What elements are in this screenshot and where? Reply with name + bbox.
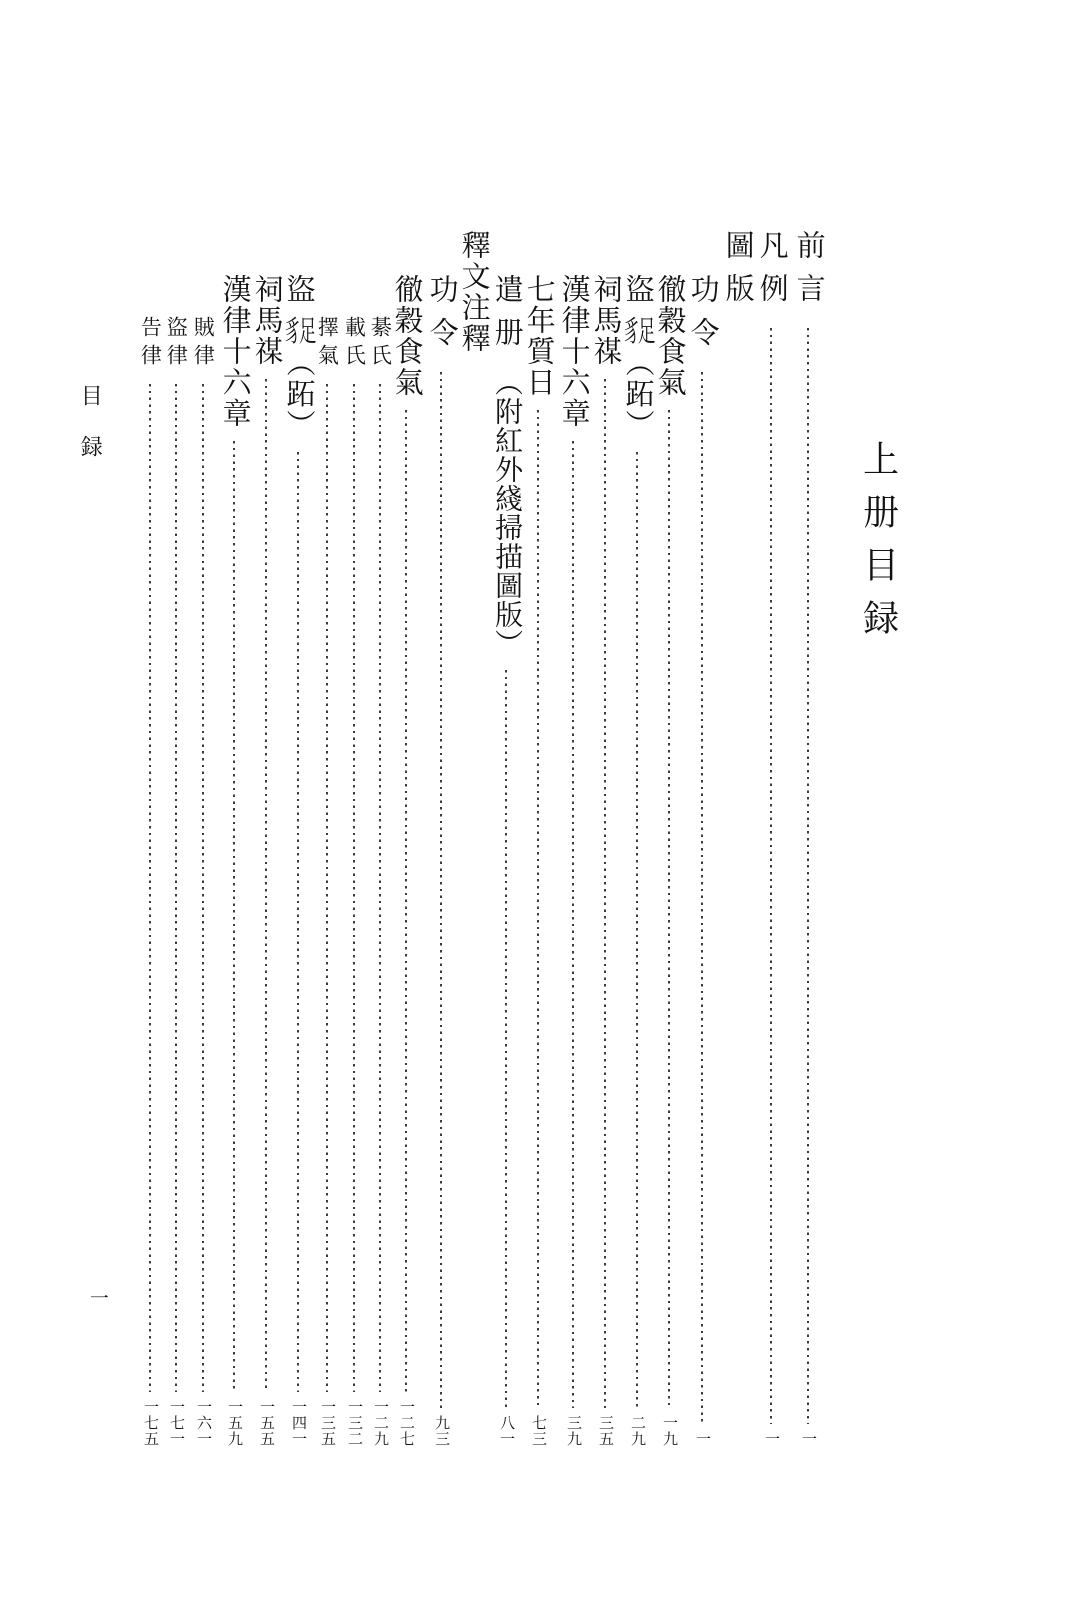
toc-entry-page: 一五五 <box>258 1399 275 1447</box>
toc-entry <box>389 274 423 1447</box>
toc-entry <box>424 274 458 1447</box>
toc-entry <box>163 316 189 1447</box>
title-annotation: （跖） <box>621 347 654 441</box>
toc-entry-title: 漢律十六章 <box>218 274 251 429</box>
dotted-leader <box>265 379 267 1392</box>
toc-entry-title: 漢律十六章 <box>557 274 590 429</box>
toc-entry-page: 一 <box>694 1431 711 1447</box>
dotted-leader <box>572 441 574 1408</box>
toc-entry-title: 擇氣 <box>315 316 340 372</box>
toc-entry-page: 一 <box>763 1431 780 1447</box>
folio-page-number: 一 <box>86 1288 108 1307</box>
toc-entry-title: 盜律 <box>164 316 189 372</box>
toc-entry-page: 一九 <box>661 1415 678 1447</box>
toc-entry-title: 徹穀食氣 <box>390 274 423 398</box>
running-header: 目録 <box>78 384 104 486</box>
toc-entry-page: 一七一 <box>168 1399 185 1447</box>
dotted-leader <box>505 670 507 1408</box>
title-annotation: （跖） <box>282 347 315 441</box>
toc-entry-title: 功令 <box>425 274 458 360</box>
toc-section-heading <box>456 230 490 354</box>
composed-variant-character: 豸足 <box>284 316 318 348</box>
toc-entry-page: 二九 <box>629 1415 646 1447</box>
dotted-leader <box>233 441 235 1392</box>
toc-entry <box>314 316 340 1447</box>
toc-entry-title: 七年質日 <box>522 274 555 398</box>
dotted-leader <box>770 328 772 1424</box>
toc-entry <box>556 274 590 1447</box>
toc-entry <box>489 274 523 1447</box>
toc-entry <box>791 230 825 1447</box>
toc-entry-title <box>621 274 657 441</box>
toc-entry-title: 功令 <box>686 274 719 360</box>
dotted-leader <box>405 410 407 1392</box>
toc-entry-page: 三五 <box>597 1415 614 1447</box>
dotted-leader <box>668 410 670 1408</box>
dotted-leader <box>379 384 381 1392</box>
toc-entry-title: 徹穀食氣 <box>653 274 686 398</box>
dotted-leader <box>537 410 539 1408</box>
toc-entry-page: 三九 <box>565 1415 582 1447</box>
toc-entry <box>754 230 788 1447</box>
toc-entry-title <box>282 274 318 441</box>
toc-entry-page: 七三 <box>530 1415 547 1447</box>
title-text: 盜 <box>621 274 654 305</box>
dotted-leader <box>604 379 606 1408</box>
toc-entry-page: 九三 <box>433 1415 450 1447</box>
dotted-leader <box>326 384 328 1392</box>
toc-entry <box>217 274 251 1447</box>
dotted-leader <box>636 452 638 1408</box>
dotted-leader <box>149 384 151 1392</box>
dotted-leader <box>353 384 355 1392</box>
toc-entry <box>588 274 622 1447</box>
composed-variant-character: 豸足 <box>623 316 657 348</box>
toc-entry-page: 一五九 <box>226 1399 243 1447</box>
toc-entry-title: 前言 <box>792 230 825 316</box>
toc-entry-page: 一七五 <box>142 1399 159 1447</box>
toc-entry <box>521 274 555 1447</box>
toc-entry <box>281 274 318 1447</box>
title-annotation: （附紅外綫掃描圖版） <box>491 368 523 658</box>
dotted-leader <box>701 372 703 1424</box>
dotted-leader <box>807 328 809 1424</box>
toc-entry-title: 祠馬禖 <box>589 274 622 367</box>
toc-entry-page: 一六一 <box>195 1399 212 1447</box>
toc-entry-page: 一四一 <box>290 1399 307 1447</box>
toc-section-heading <box>720 230 754 316</box>
title-text: 盜 <box>282 274 315 305</box>
toc-entry-title: 載氏 <box>342 316 367 372</box>
book-title: 上册目録 <box>858 440 899 652</box>
dotted-leader <box>440 372 442 1408</box>
toc-entry-title: 告律 <box>138 316 163 372</box>
toc-entry <box>190 316 216 1447</box>
toc-entry <box>341 316 367 1447</box>
toc-entry-title: 凡例 <box>755 230 788 316</box>
toc-entry-page: 一三五 <box>319 1399 336 1447</box>
dotted-leader <box>175 384 177 1392</box>
toc-entry-page: 一二七 <box>398 1399 415 1447</box>
dotted-leader <box>202 384 204 1392</box>
toc-entry-page: 八一 <box>498 1415 515 1447</box>
toc-entry <box>367 316 393 1447</box>
toc-entry <box>249 274 283 1447</box>
toc-entry <box>652 274 686 1447</box>
dotted-leader <box>297 452 299 1392</box>
toc-entry-page: 一 <box>800 1431 817 1447</box>
toc-entry-page: 一二九 <box>372 1399 389 1447</box>
toc-entry <box>685 274 719 1447</box>
toc-entry-title: 遣册 <box>490 274 523 360</box>
toc-entry-title: 賊律 <box>191 316 216 372</box>
toc-entry <box>137 316 163 1447</box>
toc-entry <box>620 274 657 1447</box>
toc-section-title: 圖版 <box>721 230 754 316</box>
toc-entry-page: 一三二 <box>346 1399 363 1447</box>
toc-entry-title: 祠馬禖 <box>250 274 283 367</box>
toc-entry-title: 綦氏 <box>368 316 393 372</box>
toc-section-title: 釋文注釋 <box>457 230 490 354</box>
